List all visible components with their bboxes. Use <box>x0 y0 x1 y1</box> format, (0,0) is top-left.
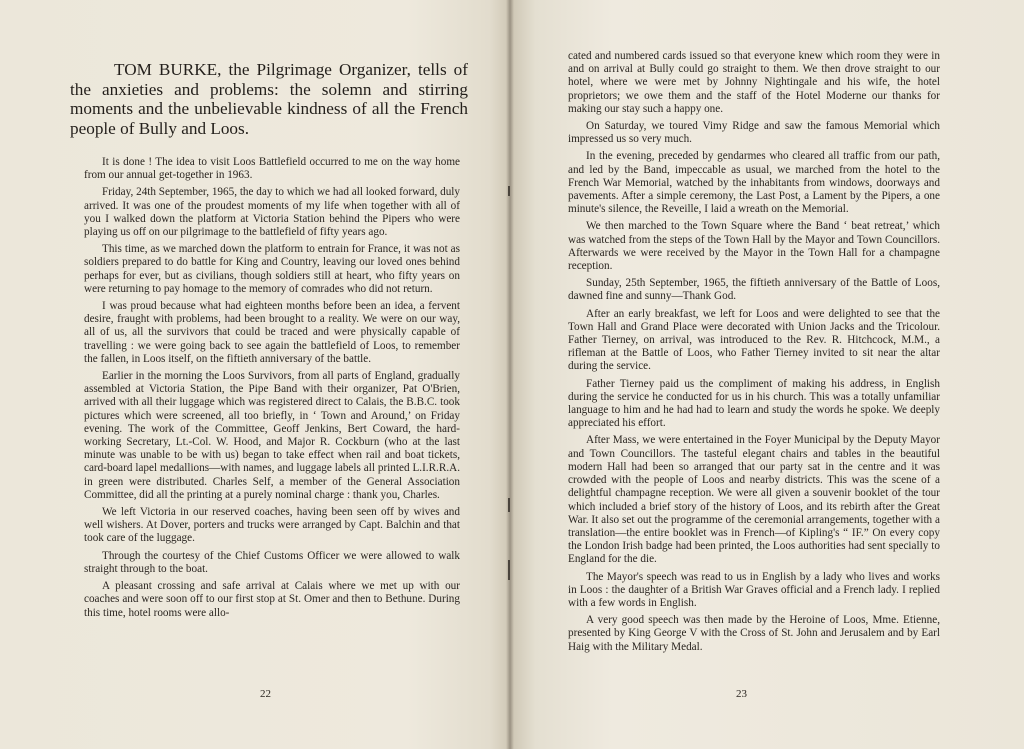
staple-mark <box>508 186 510 196</box>
right-page <box>510 0 1024 749</box>
paragraph: After an early breakfast, we left for Loos and were delighted to see that the Town Hall and Grand Place were decorated with Union Jacks and the Tricolour. Father Tierney, on arrival, was introduced to the Rev. R. Hitchcock, M.M., a rifleman at the Battle of Loos, who Father Tierney invited to sit near the altar during the service. <box>568 307 940 373</box>
paragraph: On Saturday, we toured Vimy Ridge and saw the famous Memorial which impressed us so very much. <box>568 120 940 146</box>
paragraph: This time, as we marched down the platform to entrain for France, it was not as soldiers prepared to do battle for King and Country, leaving our loved ones behind perhaps for ever, but as civilians, though soldiers still at heart, who fifty years on were returning to pay homage to the memory of comrades who did not return. <box>84 243 460 295</box>
paragraph: I was proud because what had eighteen months before been an idea, a fervent desire, fraught with problems, had been brought to a reality. We were on our way, all of us, all the survivors that could be traced and were physically capable of travelling : we were going back to see again the battlefield of Loos, to remember the fallen, in Loos itself, on the fiftieth anniversary of the battle. <box>84 300 460 365</box>
paragraph: A pleasant crossing and safe arrival at Calais where we met up with our coaches and were soon off to our first stop at St. Omer and then to Bethune. During this time, hotel rooms were allo- <box>84 580 460 619</box>
right-column <box>568 50 940 658</box>
paragraph: We then marched to the Town Square where the Band ‘ beat retreat,’ which was watched from the steps of the Town Hall by the Mayor and Town Councillors. Afterwards we were received by the Mayor in the Town Hall for a champagne reception. <box>568 220 940 273</box>
paragraph: After Mass, we were entertained in the Foyer Municipal by the Deputy Mayor and Town Councillors. The tasteful elegant chairs and tables in the beautiful modern Hall had been so arranged that our party sat in the centre and it was crowded with the people of Loos and nearby districts. This was the scene of a delightful champagne reception. We were all given a souvenir booklet of the tour which included a brief story of the history of Loos, and its rebirth after the Great War. It also set out the programme of the ceremonial arrangements, together with a translation—the entire booklet was in French—of Kipling's “ IF.” On every copy the London Irish badge had been printed, the Loos authorities had sent specially to England for the die. <box>568 434 940 566</box>
paragraph: We left Victoria in our reserved coaches, having been seen off by wives and well wishers. At Dover, porters and trucks were arranged by Capt. Balchin and that took care of the luggage. <box>84 506 460 545</box>
paragraph: Through the courtesy of the Chief Customs Officer we were allowed to walk straight through to the boat. <box>84 549 460 575</box>
staple-mark <box>508 498 510 512</box>
paragraph: It is done ! The idea to visit Loos Battlefield occurred to me on the way home from our annual get-together in 1963. <box>84 156 460 182</box>
binding-gutter <box>506 0 514 749</box>
article-intro: TOM BURKE, the Pilgrimage Organizer, tells of the anxieties and problems: the solemn and stirring moments and the unbelievable kindness of all the French people of Bully and Loos. <box>70 60 468 138</box>
paragraph: Sunday, 25th September, 1965, the fiftieth anniversary of the Battle of Loos, dawned fine and sunny—Thank God. <box>568 277 940 303</box>
staple-mark <box>508 560 510 580</box>
page-number: 23 <box>736 688 747 700</box>
paragraph: The Mayor's speech was read to us in English by a lady who lives and works in Loos : the daughter of a British War Graves official and a French lady. I replied with a few words in English. <box>568 570 940 609</box>
left-page <box>0 0 510 749</box>
left-column <box>84 156 460 624</box>
paragraph: Father Tierney paid us the compliment of making his address, in English during the service he conducted for us in his church. This was a totally unfamiliar language to him and he had had to learn and study the words he spoke. We deeply appreciated his effort. <box>568 377 940 430</box>
paragraph: Earlier in the morning the Loos Survivors, from all parts of England, gradually assembled at Victoria Station, the Pipe Band with their organizer, Pat O'Brien, arrived with all their luggage which was registered direct to Calais, the B.B.C. took pictures which were screened, all too briefly, in ‘ Town and Around,’ on Friday evening. The work of the Committee, Geoff Jenkins, Bert Coward, the hard-working Secretary, Lt.-Col. W. Hood, and Major R. Cockburn (who at the last minute was unable to be with us) began to take effect when rail and boat tickets, card-board lapel medallions—with names, and luggage labels all printed L.I.R.R.A. in green were distributed. Charles Self, a member of the General Association Committee, did all the printing at a purely nominal charge : thank you, Charles. <box>84 370 460 501</box>
page-number: 22 <box>260 688 271 700</box>
paragraph: In the evening, preceded by gendarmes who cleared all traffic from our path, and led by the Band, impeccable as usual, we marched from the hotel to the French War Memorial, watched by the inhabitants from windows, doorways and pavements. After a simple ceremony, the Last Post, a Lament by the Pipers, a one minute's silence, the Reveille, I laid a wreath on the Memorial. <box>568 150 940 216</box>
paragraph: cated and numbered cards issued so that everyone knew which room they were in and on arrival at Bully could go straight to them. We then drove straight to our hotel, where we were met by Johnny Nightingale and his wife, the hotel proprietors; we owe them and the staff of the Hotel Moderne our thanks for making our stay such a happy one. <box>568 50 940 115</box>
paragraph: A very good speech was then made by the Heroine of Loos, Mme. Etienne, presented by King George V with the Cross of St. John and Jerusalem and by Earl Haig with the Military Medal. <box>568 614 940 653</box>
paragraph: Friday, 24th September, 1965, the day to which we had all looked forward, duly arrived. It was one of the proudest moments of my life when together with all of you I walked down the platform at Victoria Station behind the Pipers who were playing us off on our pilgrimage to the battlefield of fifty years ago. <box>84 186 460 239</box>
